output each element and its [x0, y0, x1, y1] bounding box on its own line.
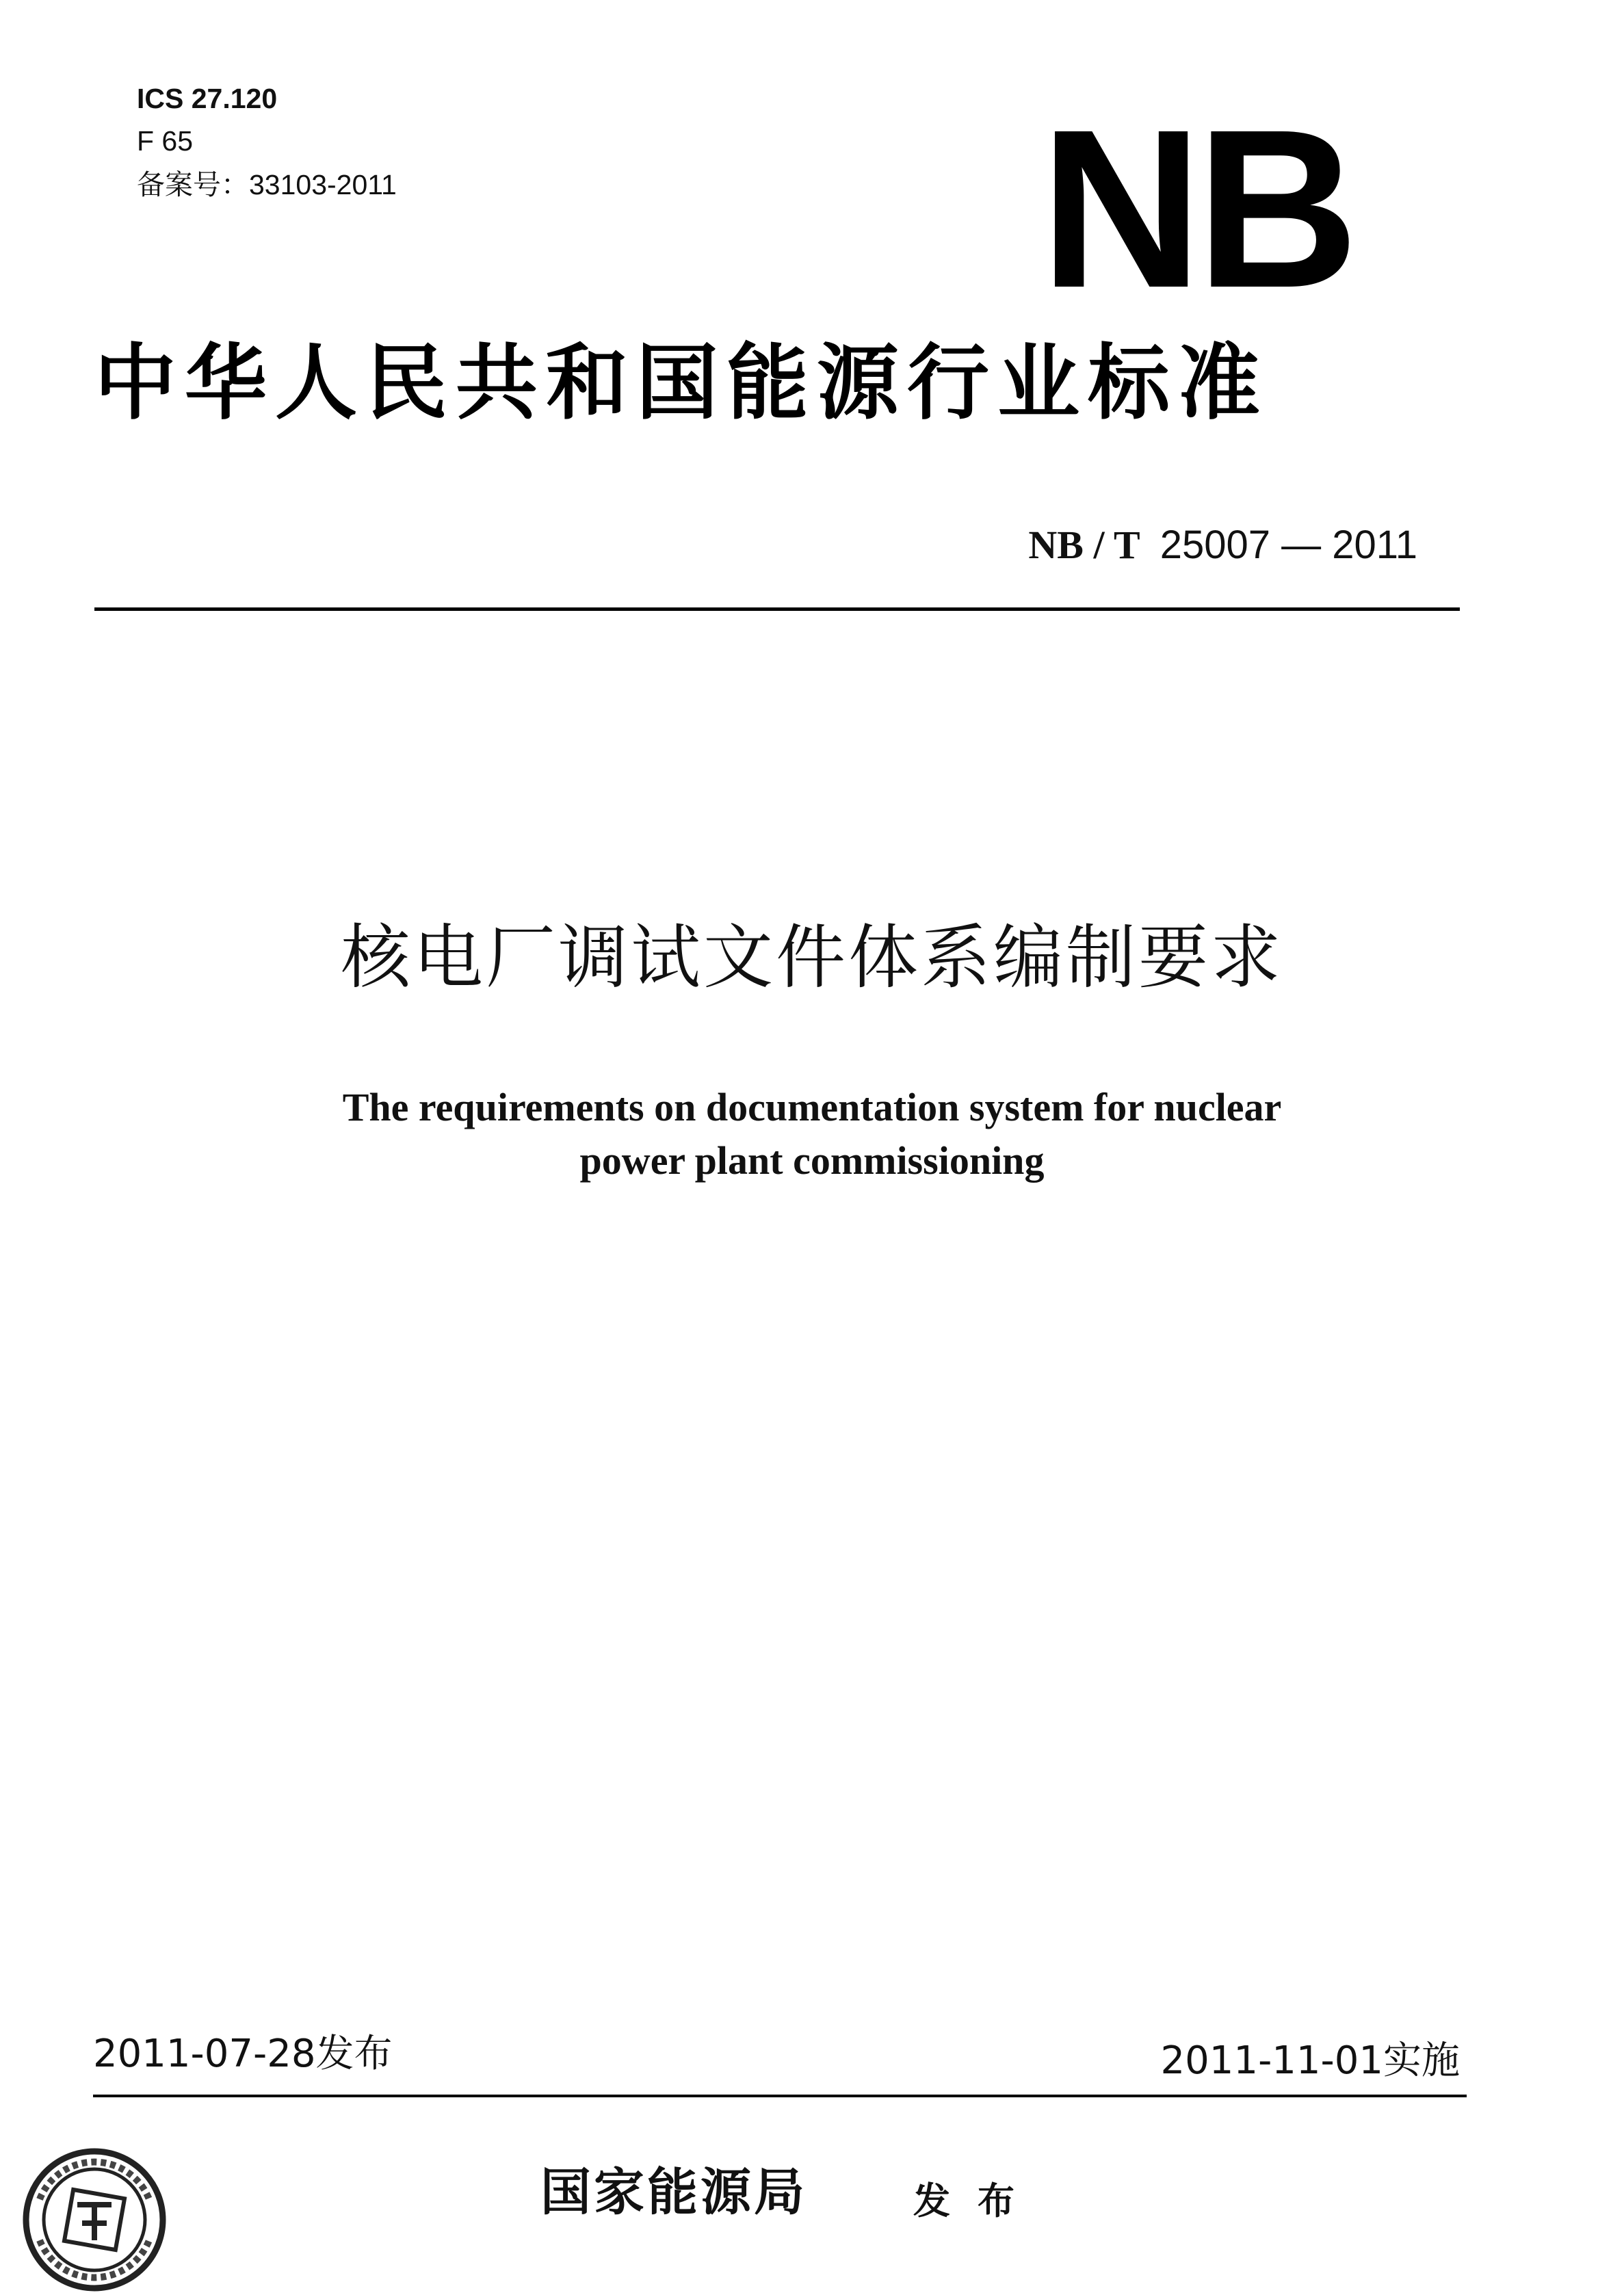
classification-code: F 65: [137, 125, 194, 157]
english-title-line-1: The requirements on documentation system for nuclear: [342, 1085, 1282, 1129]
document-title-chinese: 核电厂调试文件体系编制要求: [341, 917, 1283, 999]
standard-name: 中华人民共和国能源行业标准: [94, 335, 1268, 431]
bottom-divider: [93, 2095, 1467, 2097]
implementation-date: 2011-11-01实施: [1160, 2038, 1460, 2083]
english-title-line-2: power plant commissioning: [579, 1138, 1045, 1183]
top-divider: [94, 607, 1460, 611]
standard-code-number: 25007 — 2011: [1160, 523, 1417, 567]
ics-number: ICS 27.120: [137, 83, 278, 114]
document-title-english: [0, 1081, 1624, 1188]
publisher-name: 国家能源局: [540, 2163, 807, 2222]
publish-label: 发布: [913, 2179, 1042, 2222]
publish-date: 2011-07-28发布: [93, 2032, 393, 2076]
official-seal-icon: [19, 2145, 170, 2295]
standard-code-prefix: NB / T: [1028, 523, 1140, 567]
record-number: 备案号：33103-2011: [137, 169, 397, 200]
nb-logo: NB: [1040, 82, 1352, 335]
standard-code: [1028, 525, 1417, 565]
